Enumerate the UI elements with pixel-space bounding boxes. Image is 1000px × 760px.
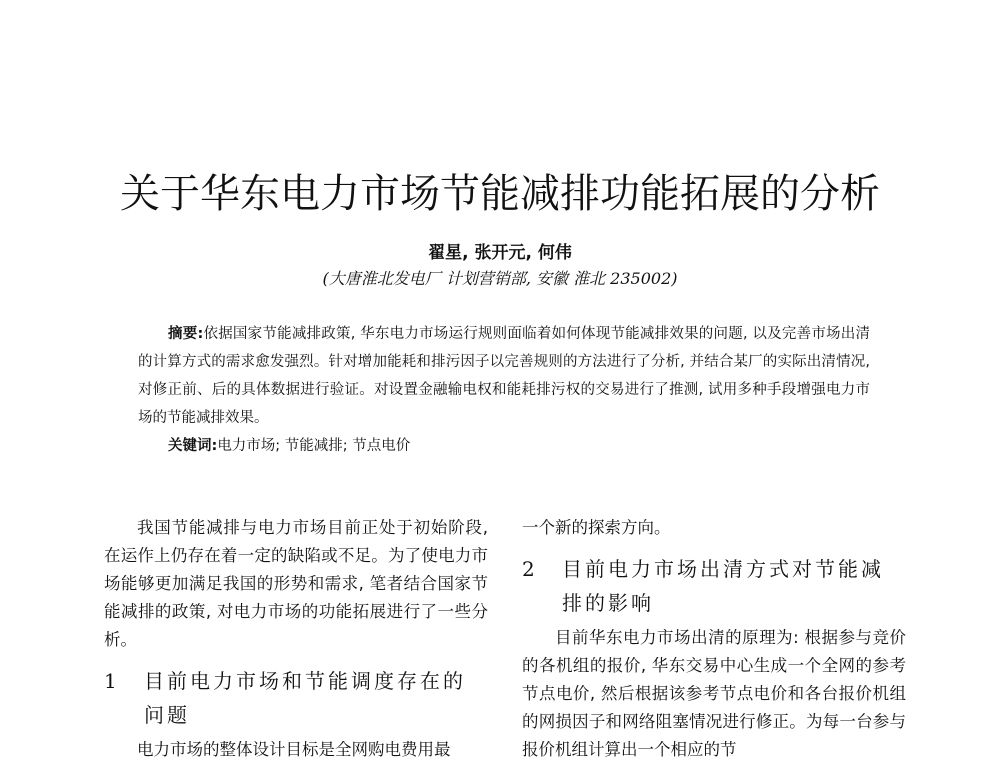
section-1-heading [104, 664, 488, 732]
section-2-heading [522, 552, 906, 620]
keywords [168, 432, 868, 460]
section-2-title: 目前电力市场出清方式对节能减排的影响 [562, 557, 884, 615]
left-column [104, 514, 488, 760]
abstract-label: 摘要: [168, 326, 204, 342]
keywords-text: 电力市场; 节能减排; 节点电价 [217, 438, 411, 454]
author-list: 翟星, 张开元, 何伟 [428, 243, 572, 263]
abstract-text: 依据国家节能减排政策, 华东电力市场运行规则面临着如何体现节能减排效果的问题, 以及完善市场出清的计算方式的需求愈发强烈。针对增加能耗和排污因子以完善规则的方法进行了分析, 并结合某厂的实际出清情况, 对修正前、后的具体数据进行验证。对设置金融输电权和能耗排污权的交易进行了推测, 试用多种手段增强电力市场的节能减排效果。 [138, 326, 870, 426]
section-1-number: 1 [104, 669, 120, 693]
author-affiliation: (大唐淮北发电厂 计划营销部, 安徽 淮北 235002) [322, 269, 678, 288]
keywords-label: 关键词: [168, 438, 218, 454]
section-2-number: 2 [522, 557, 538, 581]
section-2-paragraph: 目前华东电力市场出清的原理为: 根据参与竞价的各机组的报价, 华东交易中心生成一个全网的参考节点电价, 然后根据该参考节点电价和各台报价机组的网损因子和网络阻塞情况进行修正。为每一台参与报价机组计算出一个相应的节 [522, 628, 906, 759]
right-column [522, 514, 906, 760]
section-1-paragraph: 电力市场的整体设计目标是全网购电费用最 [137, 740, 451, 759]
intro-paragraph: 我国节能减排与电力市场目前正处于初始阶段, 在运作上仍存在着一定的缺陷或不足。为了使电力市场能够更加满足我国的形势和需求, 笔者结合国家节能减排的政策, 对电力市场的功能拓展进行了一些分析。 [104, 518, 488, 649]
intro-paragraph-continued: 一个新的探索方向。 [522, 518, 671, 537]
paper-title: 关于华东电力市场节能减排功能拓展的分析 [120, 171, 880, 217]
section-1-title: 目前电力市场和节能调度存在的问题 [144, 669, 466, 727]
abstract [138, 320, 870, 432]
